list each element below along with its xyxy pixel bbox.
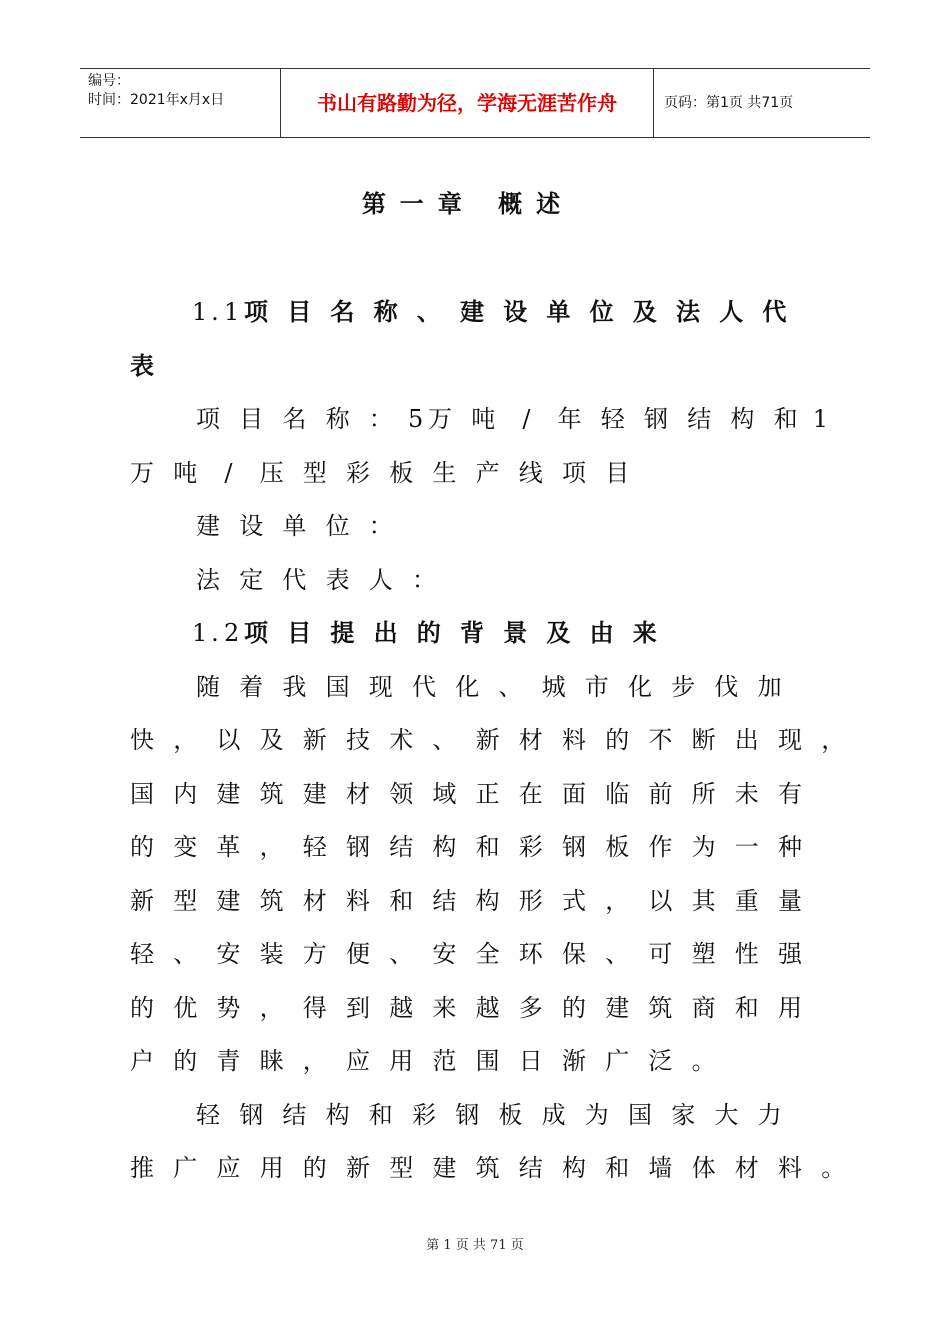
serial-number-label: 编号： xyxy=(88,73,130,89)
header-meta xyxy=(80,69,280,137)
header-motto: 书山有路勤为径，学海无涯苦作舟 xyxy=(280,69,654,137)
page-footer: 第 1 页 共 71 页 xyxy=(426,1238,524,1253)
chapter-title: 第一章 概述 xyxy=(361,190,575,218)
date-label: 时间：2021年x月x日 xyxy=(88,92,225,108)
header-page-info: 页码：第1页 共71页 xyxy=(664,95,794,111)
document-header xyxy=(80,68,870,138)
